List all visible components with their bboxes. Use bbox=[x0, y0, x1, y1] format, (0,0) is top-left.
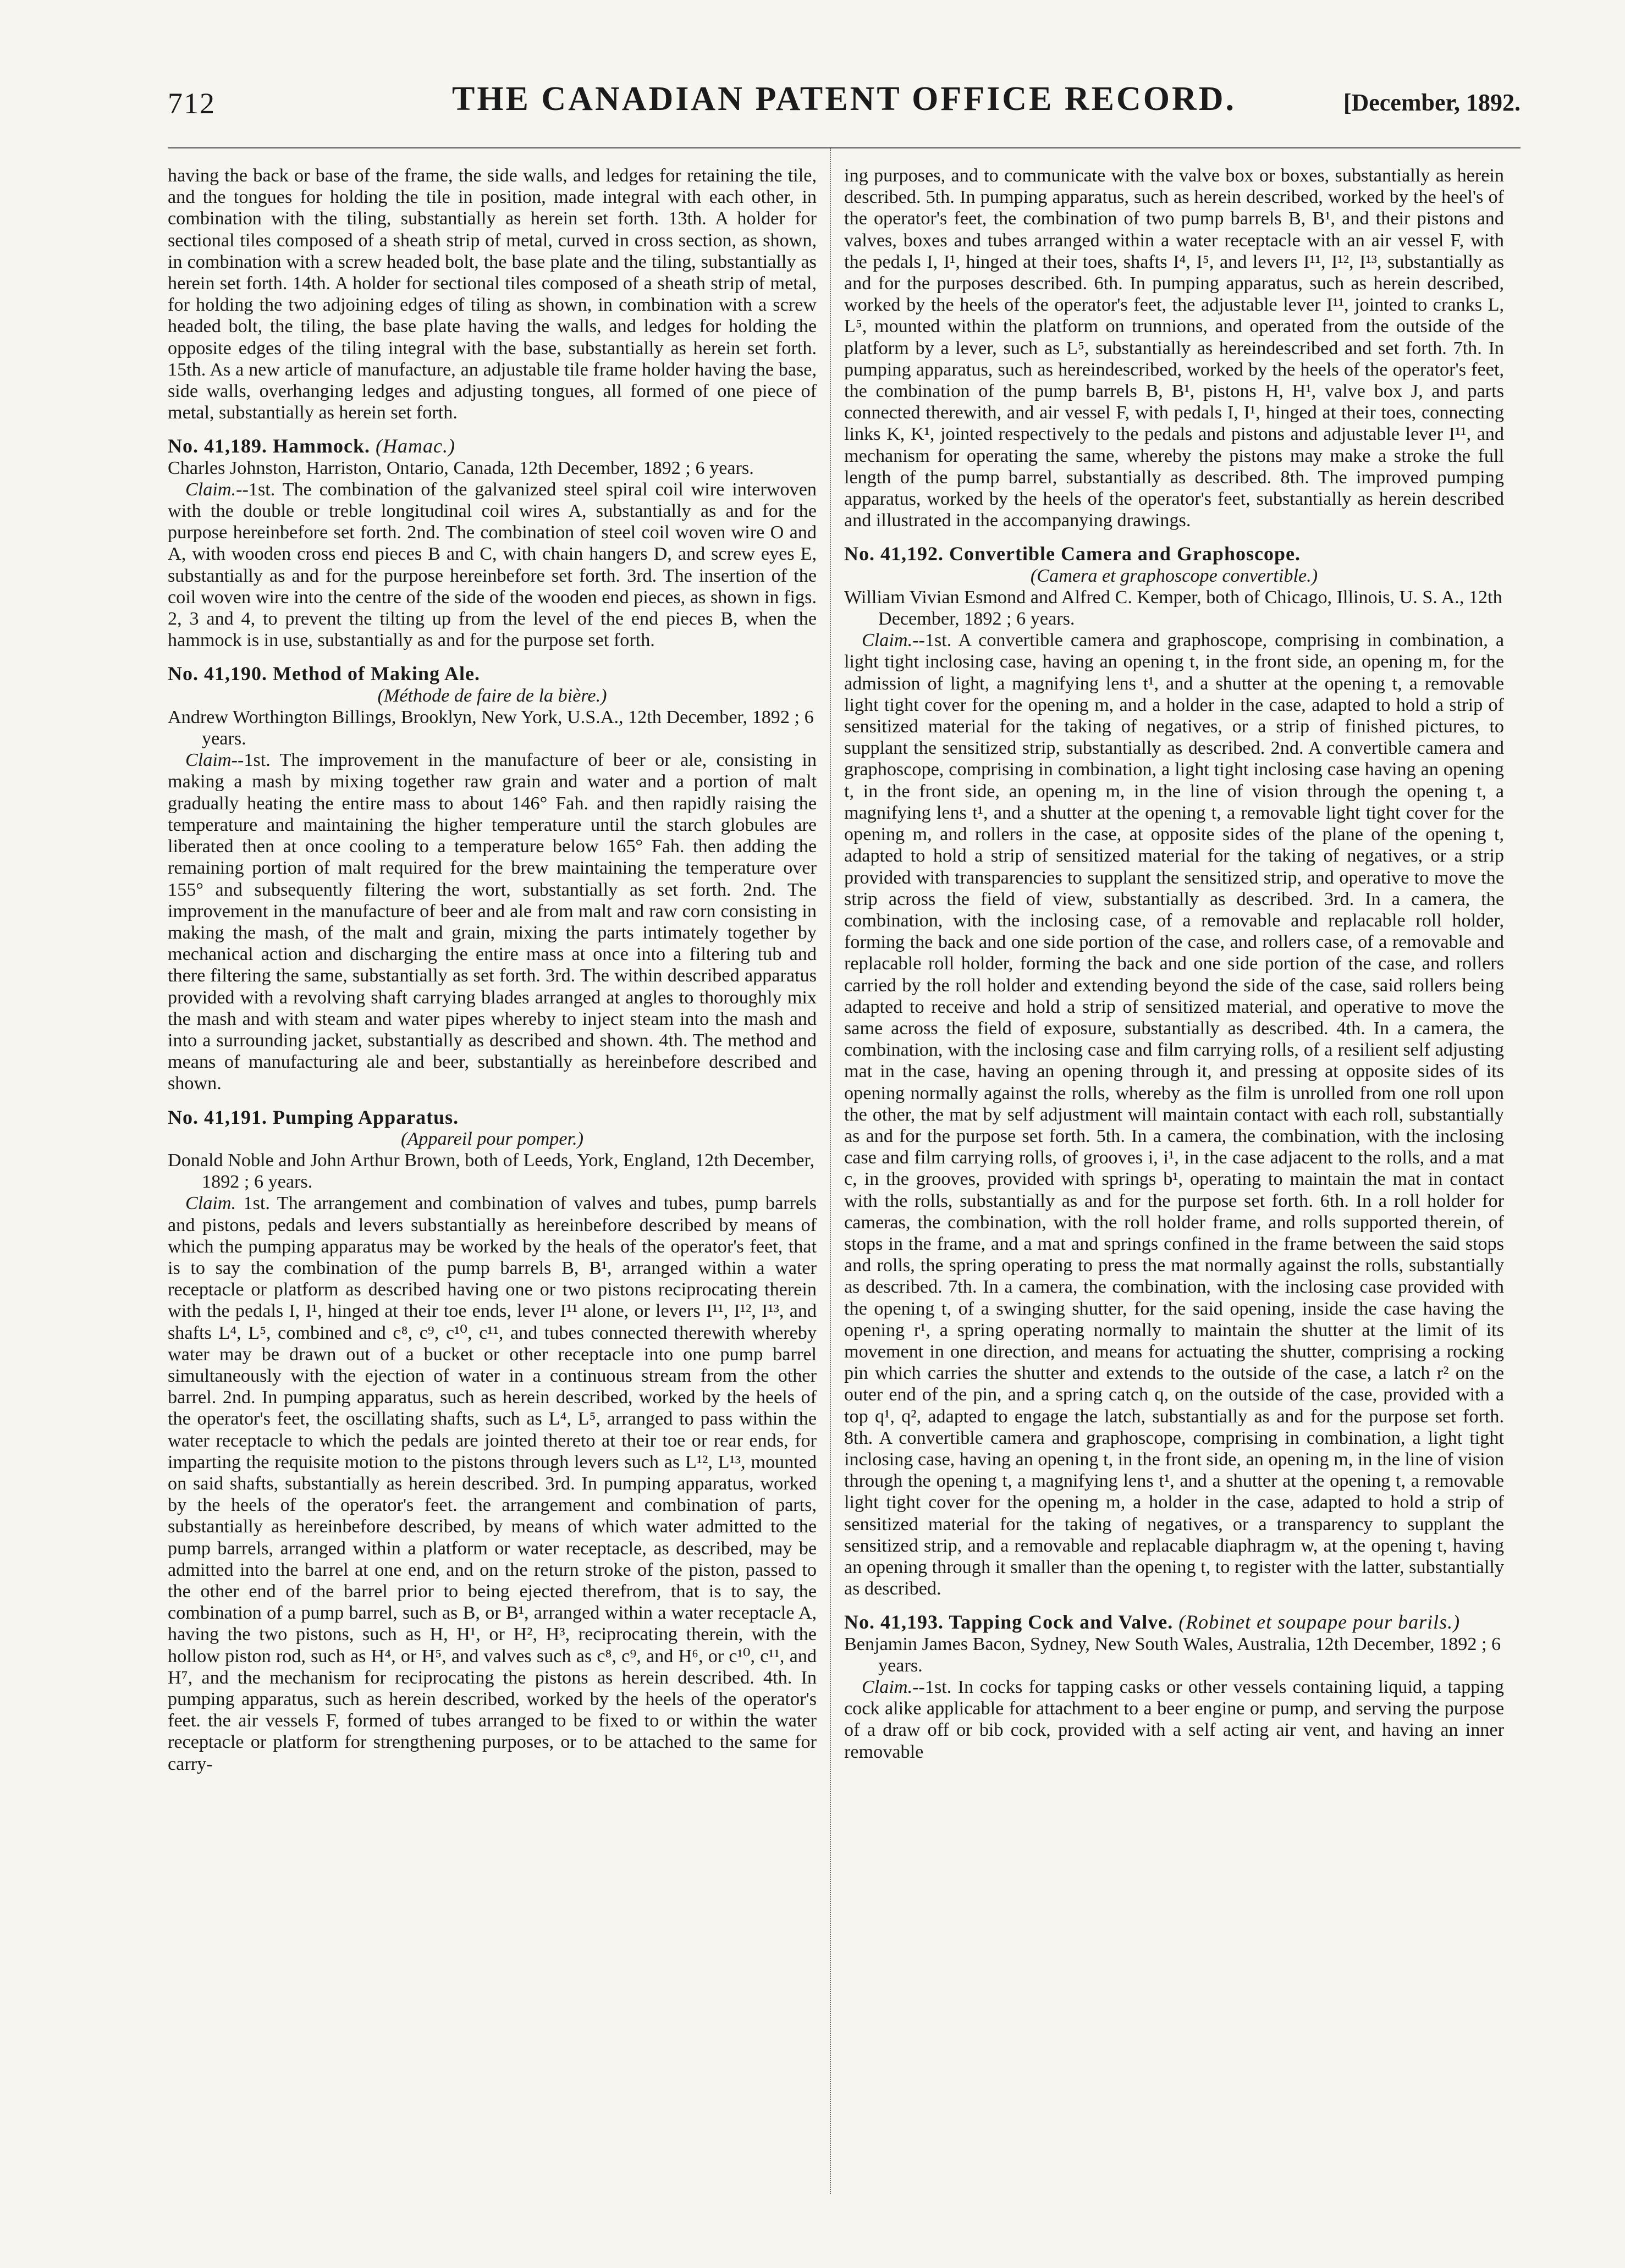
patent-french-title: (Hamac.) bbox=[375, 435, 455, 457]
patent-french-title: (Appareil pour pomper.) bbox=[400, 1128, 584, 1149]
patent-inventor: Charles Johnston, Harriston, Ontario, Canada, 12th December, 1892 ; 6 years. bbox=[168, 457, 754, 478]
patent-number: No. 41,191. bbox=[168, 1106, 267, 1128]
patent-number: No. 41,189. bbox=[168, 435, 267, 457]
right-column bbox=[844, 165, 1504, 1763]
journal-title: THE CANADIAN PATENT OFFICE RECORD. bbox=[451, 80, 1237, 118]
patent-french-title: (Méthode de faire de la bière.) bbox=[377, 685, 607, 706]
patent-entry bbox=[168, 663, 817, 1094]
claim-text: 1st. The arrangement and combination of valves and tubes, pump barrels and pistons, pedals and levers substantially as hereinbefore described by means of which the pumping apparatus may be worked by the heals of the operator's feet, that is to say the combination of the pump barrels B, B¹, arranged within a water receptacle or platform as described having one or two pistons reciprocating therein with the pedals I, I¹, hinged at their toe ends, lever I¹¹ alone, or levers I¹¹, I¹², I¹³, and shafts L⁴, L⁵, combined and c⁸, c⁹, c¹⁰, c¹¹, and tubes connected therewith whereby water may be drawn out of a bucket or other receptacle into one pump barrel simultaneously with the ejection of water in a continuous stream from the other barrel. 2nd. In pumping apparatus, such as herein described, worked by the heels of the operator's feet, the oscillating shafts, such as L⁴, L⁵, arranged to pass within the water receptacle to which the pedals are jointed thereto at their toe or rear ends, for imparting the requisite motion to the pistons through levers such as L¹², L¹³, mounted on said shafts, substantially as herein described. 3rd. In pumping apparatus, worked by the heels of the operator's feet. the arrangement and combination of parts, substantially as hereinbefore described, by means of which water admitted to the pump barrels, arranged within a platform or water receptacle, as described, may be admitted into the barrel at one end, and on the return stroke of the piston, passed to the other end of the barrel prior to being ejected therefrom, that is to say, the combination of a pump barrel, such as B, or B¹, arranged within a water receptacle A, having the two pistons, such as H, H¹, or H², H³, reciprocating therein, with the hollow piston rod, such as H⁴, or H⁵, and valves such as c⁸, c⁹, and H⁶, or c¹⁰, c¹¹, and H⁷, and the mechanism for reciprocating the pistons as herein described. 4th. In pumping apparatus, such as herein described, worked by the heels of the operator's feet. the air vessels F, formed of tubes arranged to be fixed to or within the water receptacle or platform for strengthening purposes, or to be attached to the same for carry- bbox=[168, 1193, 817, 1774]
page-header bbox=[168, 80, 1521, 129]
patent-inventor: William Vivian Esmond and Alfred C. Kemper, both of Chicago, Illinois, U. S. A., 12th December, 1892 ; 6 years. bbox=[844, 587, 1502, 630]
claim-label: Claim. bbox=[185, 479, 236, 500]
patent-heading bbox=[844, 1612, 1504, 1633]
patent-claim bbox=[168, 479, 817, 652]
claim-label: Claim bbox=[185, 750, 232, 771]
header-rule bbox=[168, 147, 1521, 148]
patent-claim bbox=[844, 1676, 1504, 1763]
patent-entry bbox=[844, 1612, 1504, 1762]
column-divider bbox=[830, 148, 831, 2194]
left-column bbox=[168, 165, 817, 1775]
patent-claim bbox=[168, 749, 817, 1094]
patent-claim bbox=[168, 1193, 817, 1774]
patent-inventor: Donald Noble and John Arthur Brown, both of Leeds, York, England, 12th December, 1892 ; 6 years. bbox=[168, 1150, 815, 1193]
patent-title: Tapping Cock and Valve. bbox=[949, 1611, 1174, 1634]
patent-number: No. 41,193. bbox=[844, 1611, 944, 1634]
patent-french-title: (Robinet et soupape pour barils.) bbox=[1178, 1611, 1461, 1634]
continuation-text: ing purposes, and to communicate with the valve box or boxes, substantially as herein described. 5th. In pumping apparatus, such as herein described, worked by the heel's of the operator's feet, the combination of two pump barrels B, B¹, and their pistons and valves, boxes and tubes arranged within a water receptacle with an air vessel F, with the pedals I, I¹, hinged at their toes, shafts I⁴, I⁵, and levers I¹¹, I¹², I¹³, substantially as and for the purposes described. 6th. In pumping apparatus, such as herein described, worked by the heels of the operator's feet, the adjustable lever I¹¹, jointed to cranks L, L⁵, mounted within the platform on trunnions, and operated from the outside of the platform by a lever, such as L⁵, substantially as hereindescribed and set forth. 7th. In pumping apparatus, such as hereindescribed, worked by the heels of the operator's feet, the combination of the pump barrels B, B¹, pistons H, H¹, valve box J, and parts connected therewith, and air vessel F, with pedals I, I¹, hinged at their toes, connecting links K, K¹, jointed respectively to the pedals and pistons and adjustable lever I¹¹, and mechanism for operating the same, whereby the pistons may make a stroke the full length of the pump barrel, substantially as described. 8th. The improved pumping apparatus, worked by the heels of the operator's feet, substantially as herein described and illustrated in the accompanying drawings. bbox=[844, 165, 1504, 531]
patent-title: Pumping Apparatus. bbox=[273, 1106, 459, 1128]
claim-text: --1st. The combination of the galvanized steel spiral coil wire interwoven with the double or treble longitudinal coil wires A, substantially as and for the purpose hereinbefore set forth. 2nd. The combination of steel coil woven wire O and A, with wooden cross end pieces B and C, with chain hangers D, and screw eyes E, substantially as and for the purpose hereinbefore set forth. 3rd. The insertion of the coil woven wire into the centre of the side of the wooden end pieces, as shown in figs. 2, 3 and 4, to prevent the tilting up from the level of the end pieces B, when the hammock is in use, substantially as and for the purpose set forth. bbox=[168, 479, 817, 651]
patent-heading bbox=[168, 663, 817, 685]
patent-number: No. 41,190. bbox=[168, 663, 267, 685]
patent-entry bbox=[844, 543, 1504, 1599]
claim-text: --1st. The improvement in the manufacture of beer or ale, consisting in making a mash by mixing together raw grain and water and a portion of malt gradually heating the entire mass to about 146° Fah. and then rapidly raising the temperature and maintaining the higher temperature until the starch globules are liberated then at once cooling to a temperature below 165° Fah. then adding the remaining portion of malt required for the brew maintaining the temperature over 155° and subsequently filtering the wort, substantially as set forth. 2nd. The improvement in the manufacture of beer and ale from malt and raw corn consisting in making the mash, of the malt and grain, mixing the parts intimately together by mechanical action and discharging the entire mass at once into a filtering tub and there filtering the same, substantially as set forth. 3rd. The within described apparatus provided with a revolving shaft carrying blades arranged at angles to thoroughly mix the mash and with steam and water pipes whereby to inject steam into the mash and into a surrounding jacket, substantially as described and shown. 4th. The method and means of manufacturing ale and beer, substantially as hereinbefore described and shown. bbox=[168, 750, 817, 1094]
continuation-text: having the back or base of the frame, the side walls, and ledges for retaining the tile, and the tongues for holding the tile in position, made integral with each other, in combination with the tiling, substantially as herein set forth. 13th. A holder for sectional tiles composed of a sheath strip of metal, curved in cross section, as shown, in combination with a screw headed bolt, the base plate and the tiling, substantially as herein set forth. 14th. A holder for sectional tiles composed of a sheath strip of metal, for holding the two adjoining edges of tiling as shown, in combination with a screw headed bolt, the tiling, the base plate having the walls, and ledges for holding the opposite edges of the tiling integral with the base, substantially as herein set forth. 15th. As a new article of manufacture, an adjustable tile frame holder having the base, side walls, overhanging ledges and adjusting tongues, all formed of one piece of metal, substantially as herein set forth. bbox=[168, 165, 817, 423]
patent-entry bbox=[168, 1107, 817, 1775]
patent-title: Method of Making Ale. bbox=[273, 663, 480, 685]
page-number: 712 bbox=[168, 87, 216, 120]
claim-label: Claim. bbox=[185, 1193, 236, 1214]
patent-inventor: Benjamin James Bacon, Sydney, New South Wales, Australia, 12th December, 1892 ; 6 years. bbox=[844, 1634, 1501, 1676]
patent-heading bbox=[844, 543, 1504, 565]
claim-label: Claim. bbox=[862, 630, 913, 651]
patent-heading bbox=[168, 1107, 817, 1128]
patent-claim bbox=[844, 630, 1504, 1599]
issue-date: [December, 1892. bbox=[1343, 89, 1521, 116]
patent-title: Convertible Camera and Graphoscope. bbox=[949, 543, 1301, 565]
patent-number: No. 41,192. bbox=[844, 543, 944, 565]
claim-text: --1st. A convertible camera and graphoscope, comprising in combination, a light tight inclosing case, having an opening t, in the front side, an opening m, for the admission of light, a magnifying lens t¹, and a shutter at the opening t, a removable light tight cover for the opening m, and a holder in the case, adapted to hold a strip of sensitized material for the taking of negatives, or a strip of finished pictures, to supplant the sensitized strip, substantially as described. 2nd. A convertible camera and graphoscope, comprising in combination, a light tight inclosing case having an opening t, in the front side, an opening m, in the line of vision through the opening t, a magnifying lens t¹, and a shutter at the opening t, a removable light tight cover for the opening m, and rollers in the case, at opposite sides of the plane of the opening t, adapted to hold a strip of sensitized material for the taking of negatives, or a strip provided with transparencies to supplant the sensitized strip, and operative to move the strip across the field of view, substantially as described. 3rd. In a camera, the combination, with the inclosing case, of a removable and replacable roll holder, forming the back and one side portion of the case, and rollers case, of a removable and replacable roll holder, forming the back and one side portion of the case, and rollers carried by the roll holder and extending beyond the side of the case, said rollers being adapted to receive and hold a strip of sensitized material, and operative to move the same across the field of exposure, substantially as described. 4th. In a camera, the combination, with the inclosing case and film carrying rolls, of a resilient self adjusting mat in the case, having an opening through it, and pressing at opposite sides of its opening normally against the rolls, whereby as the film is unrolled from one roll upon the other, the mat by self adjustment will maintain contact with each roll, substantially as and for the purpose set forth. 5th. In a camera, the combination, with the inclosing case and film carrying rolls, of grooves i, i¹, in the case adjacent to the rolls, and a mat c, in the grooves, provided with springs b¹, operating to maintain the mat in contact with the rolls, substantially as and for the purpose set forth. 6th. In a roll holder for cameras, the combination, with the roll holder frame, and rolls supported therein, of stops in the frame, and a mat and springs confined in the frame between the said stops and rolls, the spring operating to press the mat normally against the rolls, substantially as described. 7th. In a camera, the combination, with the inclosing case provided with the opening t, of a swinging shutter, for the said opening, inside the case having the opening r¹, a spring operating normally to maintain the shutter at the limit of its movement in one direction, and means for actuating the shutter, comprising a rocking pin which carries the shutter and extends to the outside of the case, a latch r² on the outer end of the pin, and a spring catch q, on the outside of the case, provided with a top q¹, q², adapted to engage the latch, substantially as and for the purpose set forth. 8th. A convertible camera and graphoscope, comprising in combination, a light tight inclosing case, having an opening t, in the front side, an opening m, in the line of vision through the opening t, a magnifying lens t¹, and a shutter at the opening t, a removable light tight cover for the opening m, a holder in the case, adapted to hold a strip of sensitized material for the taking of negatives, or a transparency to supplant the sensitized strip, and a removable and replacable diaphragm w, at the opening t, having an opening through it smaller than the opening t, to register with the latter, substantially as described. bbox=[844, 630, 1504, 1599]
patent-entry bbox=[168, 435, 817, 651]
claim-label: Claim. bbox=[862, 1677, 913, 1698]
patent-title: Hammock. bbox=[273, 435, 370, 457]
claim-text: --1st. In cocks for tapping casks or other vessels containing liquid, a tapping cock alike applicable for attachment to a beer engine or pump, and serving the purpose of a draw off or bib cock, provided with a self acting air vent, and having an inner removable bbox=[844, 1677, 1504, 1762]
patent-heading bbox=[168, 435, 817, 457]
patent-inventor: Andrew Worthington Billings, Brooklyn, New York, U.S.A., 12th December, 1892 ; 6 years. bbox=[168, 707, 814, 749]
patent-french-title: (Camera et graphoscope convertible.) bbox=[1030, 565, 1318, 586]
